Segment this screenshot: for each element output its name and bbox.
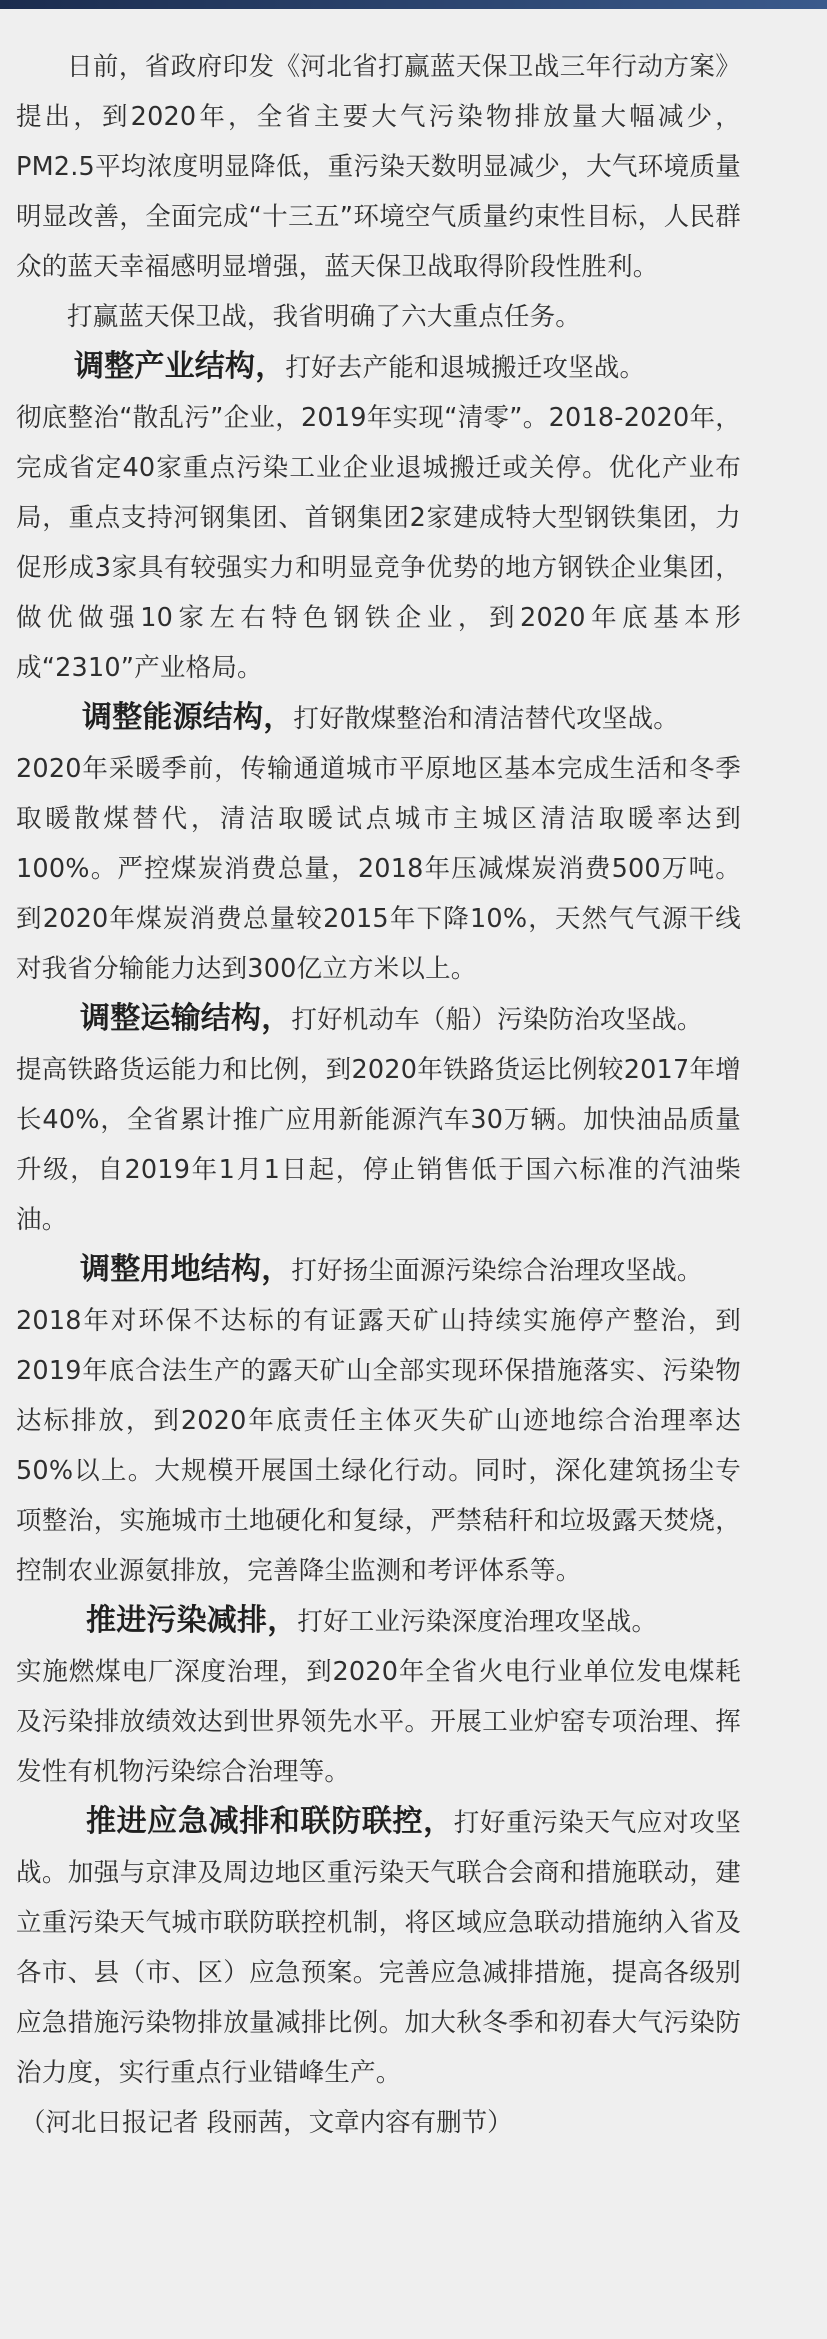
section-subtitle: 打好散煤整治和清洁替代攻坚战。 (293, 704, 679, 734)
section-heading: 推进污染减排， (86, 1603, 298, 1638)
section-transport (16, 994, 741, 1245)
section-subtitle: 打好工业污染深度治理攻坚战。 (297, 1607, 658, 1637)
intro-paragraph: 日前，省政府印发《河北省打赢蓝天保卫战三年行动方案》提出，到2020年，全省主要大气污染物排放量大幅减少，PM2.5平均浓度明显降低，重污染天数明显减少，大气环境质量明显改善，全面完成“十三五”环境空气质量约束性目标，人民群众的蓝天幸福感明显增强，蓝天保卫战取得阶段性胜利。 (16, 52, 741, 282)
section-body: 实施燃煤电厂深度治理，到2020年全省火电行业单位发电煤耗及污染排放绩效达到世界领先水平。开展工业炉窑专项治理、挥发性有机物污染综合治理等。 (16, 1657, 741, 1787)
section-subtitle: 打好重污染天气应对攻坚战。 (16, 1808, 741, 1888)
section-energy (16, 693, 741, 994)
top-banner-strip (0, 0, 827, 9)
section-body: 2020年采暖季前，传输通道城市平原地区基本完成生活和冬季取暖散煤替代，清洁取暖试点城市主城区清洁取暖率达到100%。严控煤炭消费总量，2018年压减煤炭消费500万吨。到2020年煤炭消费总量较2015年下降10%，天然气气源干线对我省分输能力达到300亿立方米以上。 (16, 754, 741, 984)
section-body: 提高铁路货运能力和比例，到2020年铁路货运比例较2017年增长40%，全省累计推广应用新能源汽车30万辆。加快油品质量升级，自2019年1月1日起，停止销售低于国六标准的汽油柴油。 (16, 1055, 741, 1235)
section-body: 加强与京津及周边地区重污染天气联合会商和措施联动，建立重污染天气城市联防联控机制，将区域应急联动措施纳入省及各市、县（市、区）应急预案。完善应急减排措施，提高各级别应急措施污染物排放量减排比例。加大秋冬季和初春大气污染防治力度，实行重点行业错峰生产。 (16, 1858, 742, 2088)
section-heading: 调整产业结构， (74, 349, 286, 384)
section-heading: 调整能源结构， (82, 700, 294, 735)
lead-paragraph: 打赢蓝天保卫战，我省明确了六大重点任务。 (67, 302, 582, 332)
section-joint-control (16, 1797, 741, 2098)
section-body: 彻底整治“散乱污”企业，2019年实现“清零”。2018-2020年，完成省定40家重点污染工业企业退城搬迁或关停。优化产业布局，重点支持河钢集团、首钢集团2家建成特大型钢铁集团，力促形成3家具有较强实力和明显竞争优势的地方钢铁企业集团，做优做强10家左右特色钢铁企业，到2020年底基本形成“2310”产业格局。 (16, 403, 741, 683)
section-industry (16, 342, 741, 693)
section-heading: 推进应急减排和联防联控， (86, 1804, 454, 1839)
section-emission-reduction (16, 1596, 741, 1797)
section-heading: 调整运输结构， (80, 1001, 292, 1036)
section-subtitle: 打好机动车（船）污染防治攻坚战。 (291, 1005, 703, 1035)
section-body: 2018年对环保不达标的有证露天矿山持续实施停产整治，到2019年底合法生产的露天矿山全部实现环保措施落实、污染物达标排放，到2020年底责任主体灭失矿山迹地综合治理率达50%以上。大规模开展国土绿化行动。同时，深化建筑扬尘专项整治，实施城市土地硬化和复绿，严禁秸秆和垃圾露天焚烧，控制农业源氨排放，完善降尘监测和考评体系等。 (16, 1306, 741, 1586)
section-heading: 调整用地结构， (80, 1252, 292, 1287)
section-subtitle: 打好去产能和退城搬迁攻坚战。 (285, 353, 646, 383)
section-land-use (16, 1245, 741, 1596)
section-paragraph (16, 342, 741, 693)
section-subtitle: 打好扬尘面源污染综合治理攻坚战。 (291, 1256, 703, 1286)
article-body (16, 42, 741, 2148)
section-paragraph (16, 1797, 741, 2098)
section-paragraph (16, 693, 741, 994)
section-paragraph (16, 994, 741, 1245)
section-paragraph (16, 1596, 741, 1797)
byline: （河北日报记者 段丽茜，文章内容有删节） (20, 2108, 513, 2138)
section-paragraph (16, 1245, 741, 1596)
